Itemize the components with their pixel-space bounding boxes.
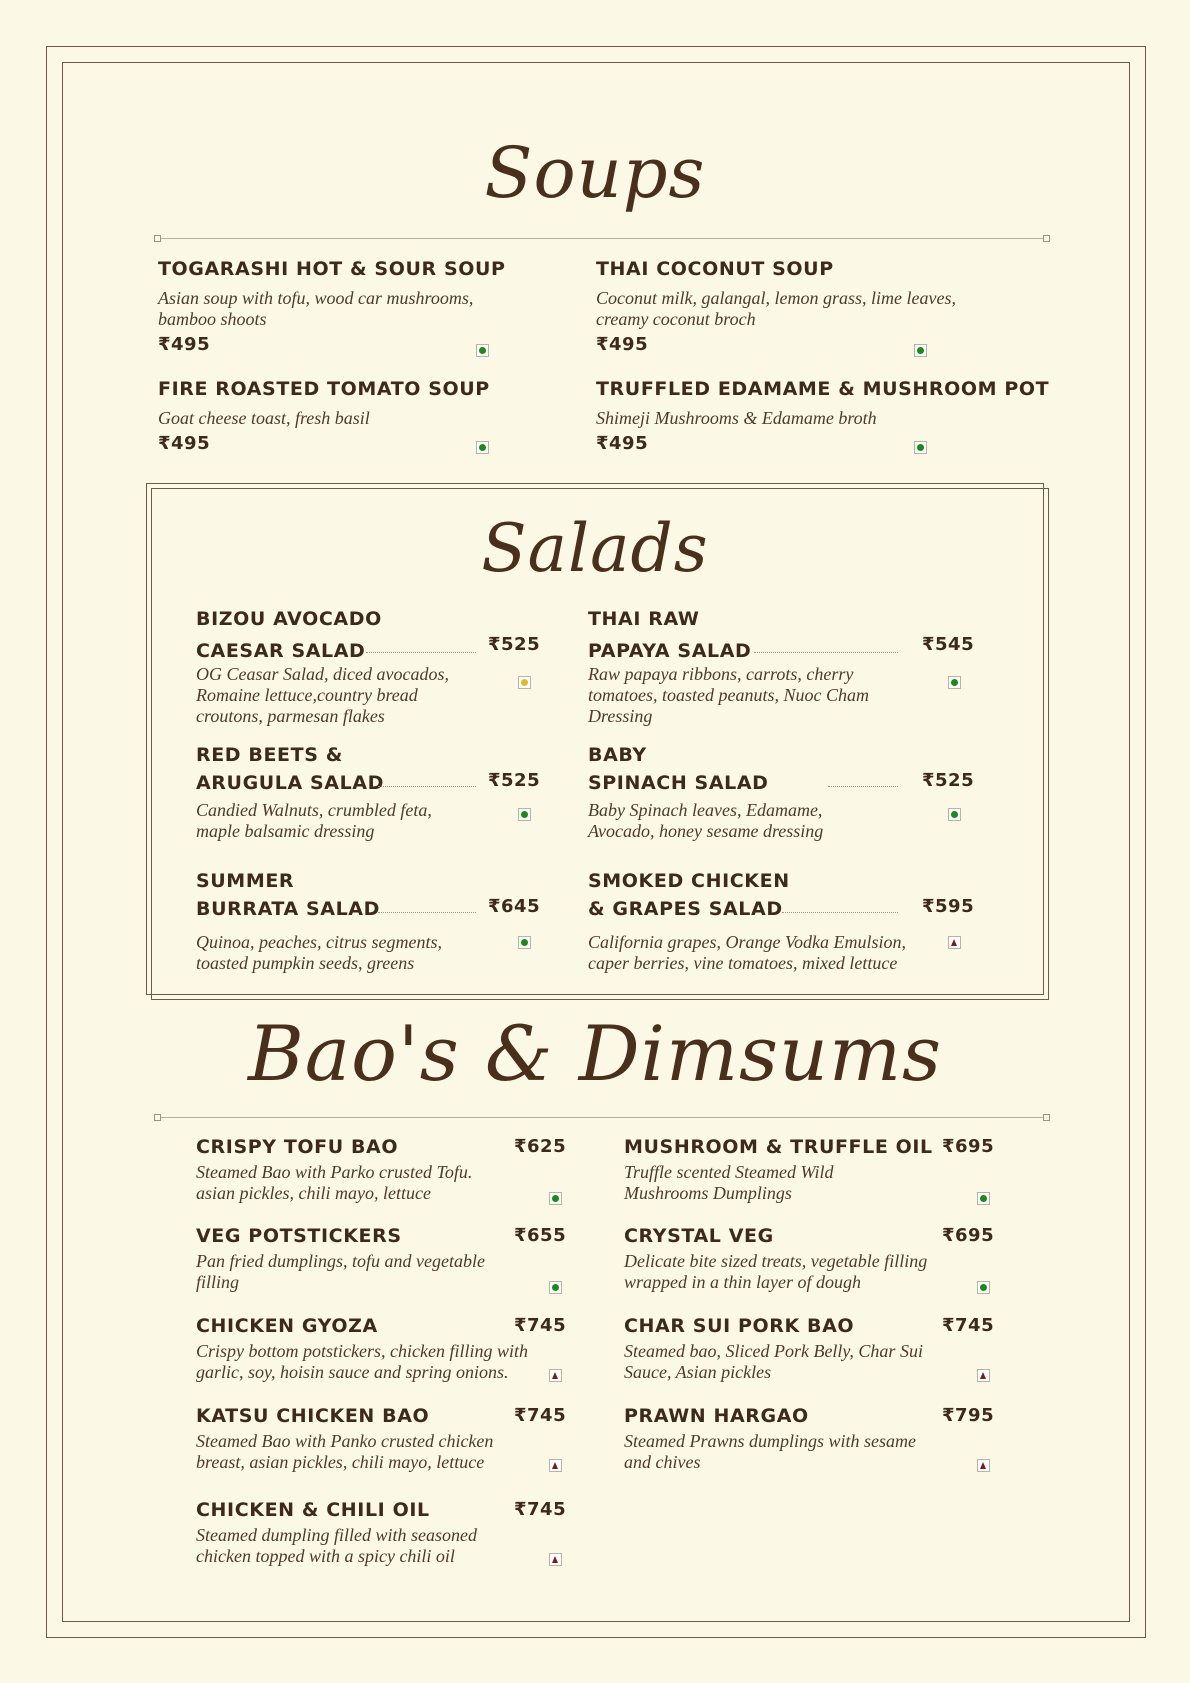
item-name: TOGARASHI HOT & SOUR SOUP: [158, 258, 506, 280]
nonveg-icon: [948, 936, 961, 949]
nonveg-icon: [549, 1459, 562, 1472]
item-name-line1: THAI RAW: [588, 608, 700, 630]
item-price: ₹625: [514, 1136, 567, 1157]
item-price: ₹695: [942, 1225, 995, 1246]
veg-icon: [549, 1192, 562, 1205]
item-description: Steamed Bao with Parko crusted Tofu. asian pickles, chili mayo, lettuce: [196, 1162, 473, 1203]
item-name: CRYSTAL VEG: [624, 1225, 774, 1247]
menu-item: [158, 256, 528, 355]
leader-dots: [828, 786, 898, 787]
item-name-line2: PAPAYA SALAD: [588, 640, 752, 662]
item-price: ₹745: [514, 1315, 567, 1336]
item-price: ₹525: [488, 634, 541, 655]
item-description: Candied Walnuts, crumbled feta, maple balsamic dressing: [196, 800, 432, 841]
item-description: Crispy bottom potstickers, chicken filling with garlic, soy, hoisin sauce and spring onions.: [196, 1341, 528, 1382]
menu-item: [624, 1134, 1000, 1214]
item-price: ₹655: [514, 1225, 567, 1246]
item-description: California grapes, Orange Vodka Emulsion, caper berries, vine tomatoes, mixed lettuce: [588, 932, 906, 973]
menu-item: [588, 606, 975, 726]
nonveg-icon: [549, 1369, 562, 1382]
menu-item: [624, 1403, 1000, 1483]
veg-icon: [549, 1281, 562, 1294]
veg-icon: [977, 1192, 990, 1205]
item-description: Steamed bao, Sliced Pork Belly, Char Sui Sauce, Asian pickles: [624, 1341, 923, 1382]
item-name-line1: SMOKED CHICKEN: [588, 870, 790, 892]
item-price: ₹795: [942, 1405, 995, 1426]
item-description: Shimeji Mushrooms & Edamame broth: [596, 408, 877, 428]
menu-item: [196, 868, 546, 978]
menu-item: [596, 376, 1056, 454]
item-description: Asian soup with tofu, wood car mushrooms, bamboo shoots: [158, 288, 474, 329]
egg-icon: [518, 676, 531, 689]
item-description: Baby Spinach leaves, Edamame, Avocado, honey sesame dressing: [588, 800, 824, 841]
item-name: CRISPY TOFU BAO: [196, 1136, 399, 1158]
baos-title: Bao's & Dimsums: [247, 1009, 943, 1098]
item-name: TRUFFLED EDAMAME & MUSHROOM POT: [596, 378, 1050, 400]
item-price: ₹545: [922, 634, 975, 655]
soups-divider: [160, 238, 1044, 239]
item-price: ₹595: [922, 896, 975, 917]
item-name: CHICKEN & CHILI OIL: [196, 1499, 430, 1521]
item-name: MUSHROOM & TRUFFLE OIL: [624, 1136, 933, 1158]
soups-title: Soups: [484, 132, 706, 214]
item-price: ₹745: [514, 1499, 567, 1520]
item-price: ₹495: [596, 433, 649, 454]
menu-item: [196, 1313, 570, 1393]
veg-icon: [914, 344, 927, 357]
salads-title: Salads: [481, 510, 709, 587]
item-name: VEG POTSTICKERS: [196, 1225, 402, 1247]
item-description: Pan fried dumplings, tofu and vegetable filling: [196, 1251, 485, 1292]
item-description: Goat cheese toast, fresh basil: [158, 408, 370, 428]
menu-item: [196, 1223, 570, 1303]
veg-icon: [476, 344, 489, 357]
item-name: PRAWN HARGAO: [624, 1405, 809, 1427]
item-description: OG Ceasar Salad, diced avocados, Romaine lettuce,country bread croutons, parmesan flakes: [196, 664, 449, 726]
menu-item: [196, 742, 546, 852]
item-name-line2: BURRATA SALAD: [196, 898, 380, 920]
menu-item: [596, 256, 966, 355]
leader-dots: [378, 786, 476, 787]
menu-item: [158, 376, 528, 454]
veg-icon: [518, 808, 531, 821]
nonveg-icon: [977, 1369, 990, 1382]
veg-icon: [914, 441, 927, 454]
item-name-line2: & GRAPES SALAD: [588, 898, 783, 920]
item-price: ₹495: [158, 433, 211, 454]
item-name-line2: SPINACH SALAD: [588, 772, 769, 794]
item-name-line1: BABY: [588, 744, 647, 766]
menu-item: [624, 1223, 1000, 1303]
item-price: ₹495: [596, 334, 649, 355]
item-name-line1: SUMMER: [196, 870, 295, 892]
item-name-line2: ARUGULA SALAD: [196, 772, 384, 794]
item-name: CHAR SUI PORK BAO: [624, 1315, 855, 1337]
item-description: Delicate bite sized treats, vegetable filling wrapped in a thin layer of dough: [624, 1251, 928, 1292]
item-name-line1: BIZOU AVOCADO: [196, 608, 382, 630]
item-name: KATSU CHICKEN BAO: [196, 1405, 430, 1427]
item-description: Quinoa, peaches, citrus segments, toasted pumpkin seeds, greens: [196, 932, 442, 973]
veg-icon: [948, 808, 961, 821]
item-price: ₹745: [942, 1315, 995, 1336]
item-price: ₹645: [488, 896, 541, 917]
item-description: Coconut milk, galangal, lemon grass, lime leaves, creamy coconut broch: [596, 288, 956, 329]
item-description: Raw papaya ribbons, carrots, cherry tomatoes, toasted peanuts, Nuoc Cham Dressing: [588, 664, 869, 726]
veg-icon: [977, 1281, 990, 1294]
menu-item: [196, 1403, 570, 1483]
menu-item: [196, 1497, 570, 1577]
item-description: Steamed dumpling filled with seasoned chicken topped with a spicy chili oil: [196, 1525, 477, 1566]
item-price: ₹495: [158, 334, 211, 355]
menu-item: [588, 742, 975, 852]
item-price: ₹525: [488, 770, 541, 791]
leader-dots: [754, 652, 898, 653]
item-name-line1: RED BEETS &: [196, 744, 343, 766]
veg-icon: [476, 441, 489, 454]
item-name: CHICKEN GYOZA: [196, 1315, 378, 1337]
menu-item: [196, 1134, 570, 1214]
menu-item: [624, 1313, 1000, 1393]
item-name: FIRE ROASTED TOMATO SOUP: [158, 378, 490, 400]
item-description: Truffle scented Steamed Wild Mushrooms Dumplings: [624, 1162, 834, 1203]
menu-item: [196, 606, 546, 726]
menu-item: [588, 868, 975, 978]
item-price: ₹525: [922, 770, 975, 791]
veg-icon: [518, 936, 531, 949]
leader-dots: [378, 912, 476, 913]
nonveg-icon: [977, 1459, 990, 1472]
nonveg-icon: [549, 1553, 562, 1566]
item-description: Steamed Prawns dumplings with sesame and chives: [624, 1431, 916, 1472]
leader-dots: [366, 652, 476, 653]
veg-icon: [948, 676, 961, 689]
item-description: Steamed Bao with Panko crusted chicken breast, asian pickles, chili mayo, lettuce: [196, 1431, 494, 1472]
item-price: ₹695: [942, 1136, 995, 1157]
baos-divider: [160, 1117, 1044, 1118]
item-price: ₹745: [514, 1405, 567, 1426]
item-name-line2: CAESAR SALAD: [196, 640, 366, 662]
leader-dots: [782, 912, 898, 913]
item-name: THAI COCONUT SOUP: [596, 258, 834, 280]
